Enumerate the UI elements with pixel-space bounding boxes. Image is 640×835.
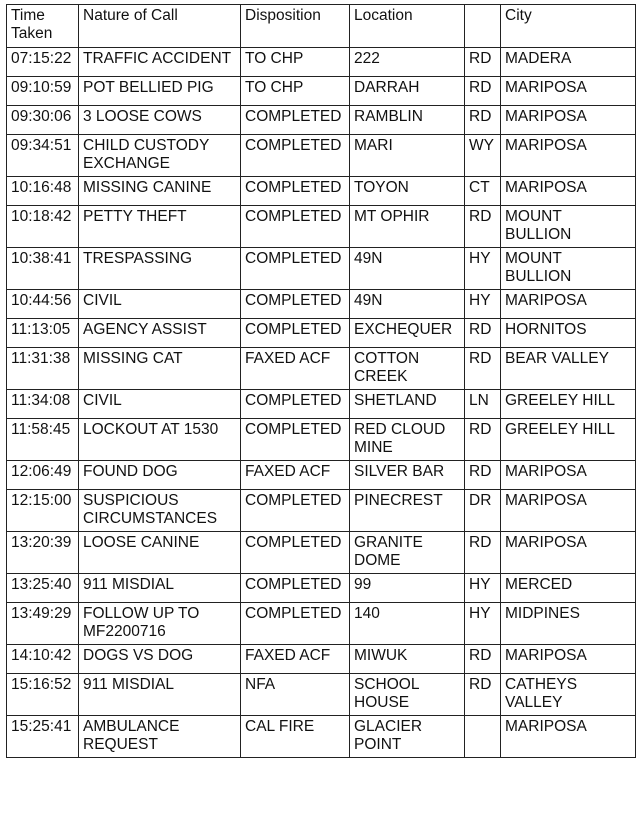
cell-street-suffix bbox=[465, 716, 501, 758]
cell-nature-of-call: TRESPASSING bbox=[79, 248, 241, 290]
table-row bbox=[7, 177, 636, 206]
cell-city: MARIPOSA bbox=[501, 135, 636, 177]
cell-street-suffix: HY bbox=[465, 248, 501, 290]
cell-nature-of-call: 911 MISDIAL bbox=[79, 674, 241, 716]
call-log-table bbox=[6, 4, 636, 758]
cell-city: CATHEYS VALLEY bbox=[501, 674, 636, 716]
cell-city: MARIPOSA bbox=[501, 490, 636, 532]
cell-city: MARIPOSA bbox=[501, 177, 636, 206]
cell-time-taken: 10:44:56 bbox=[7, 290, 79, 319]
cell-city: MOUNT BULLION bbox=[501, 206, 636, 248]
cell-time-taken: 09:10:59 bbox=[7, 77, 79, 106]
cell-location: TOYON bbox=[350, 177, 465, 206]
cell-disposition: TO CHP bbox=[241, 77, 350, 106]
header-time-taken: Time Taken bbox=[7, 5, 79, 48]
cell-city: MARIPOSA bbox=[501, 716, 636, 758]
cell-time-taken: 09:34:51 bbox=[7, 135, 79, 177]
cell-time-taken: 15:16:52 bbox=[7, 674, 79, 716]
cell-location: 49N bbox=[350, 290, 465, 319]
cell-disposition: COMPLETED bbox=[241, 248, 350, 290]
cell-street-suffix: RD bbox=[465, 532, 501, 574]
cell-time-taken: 14:10:42 bbox=[7, 645, 79, 674]
cell-disposition: COMPLETED bbox=[241, 574, 350, 603]
cell-street-suffix: RD bbox=[465, 674, 501, 716]
cell-time-taken: 11:58:45 bbox=[7, 419, 79, 461]
cell-street-suffix: RD bbox=[465, 645, 501, 674]
table-row bbox=[7, 645, 636, 674]
cell-city: BEAR VALLEY bbox=[501, 348, 636, 390]
cell-location: 99 bbox=[350, 574, 465, 603]
cell-street-suffix: HY bbox=[465, 290, 501, 319]
table-row bbox=[7, 106, 636, 135]
cell-nature-of-call: LOOSE CANINE bbox=[79, 532, 241, 574]
cell-street-suffix: RD bbox=[465, 419, 501, 461]
cell-disposition: TO CHP bbox=[241, 48, 350, 77]
cell-location: 222 bbox=[350, 48, 465, 77]
cell-location: 140 bbox=[350, 603, 465, 645]
cell-nature-of-call: PETTY THEFT bbox=[79, 206, 241, 248]
cell-street-suffix: RD bbox=[465, 48, 501, 77]
cell-disposition: COMPLETED bbox=[241, 135, 350, 177]
header-city: City bbox=[501, 5, 636, 48]
cell-time-taken: 10:18:42 bbox=[7, 206, 79, 248]
cell-street-suffix: RD bbox=[465, 461, 501, 490]
cell-city: GREELEY HILL bbox=[501, 419, 636, 461]
table-row bbox=[7, 248, 636, 290]
cell-disposition: COMPLETED bbox=[241, 390, 350, 419]
cell-location: MIWUK bbox=[350, 645, 465, 674]
cell-nature-of-call: FOLLOW UP TO MF2200716 bbox=[79, 603, 241, 645]
cell-location: 49N bbox=[350, 248, 465, 290]
table-row bbox=[7, 674, 636, 716]
cell-city: MARIPOSA bbox=[501, 290, 636, 319]
cell-disposition: COMPLETED bbox=[241, 532, 350, 574]
cell-location: SILVER BAR bbox=[350, 461, 465, 490]
table-row bbox=[7, 490, 636, 532]
cell-city: MOUNT BULLION bbox=[501, 248, 636, 290]
cell-time-taken: 11:34:08 bbox=[7, 390, 79, 419]
cell-city: MARIPOSA bbox=[501, 645, 636, 674]
cell-disposition: FAXED ACF bbox=[241, 645, 350, 674]
cell-location: RED CLOUD MINE bbox=[350, 419, 465, 461]
cell-nature-of-call: POT BELLIED PIG bbox=[79, 77, 241, 106]
cell-city: MIDPINES bbox=[501, 603, 636, 645]
cell-street-suffix: HY bbox=[465, 574, 501, 603]
table-row bbox=[7, 603, 636, 645]
table-row bbox=[7, 574, 636, 603]
cell-street-suffix: LN bbox=[465, 390, 501, 419]
cell-city: MARIPOSA bbox=[501, 77, 636, 106]
cell-nature-of-call: FOUND DOG bbox=[79, 461, 241, 490]
cell-disposition: NFA bbox=[241, 674, 350, 716]
cell-nature-of-call: CIVIL bbox=[79, 290, 241, 319]
cell-nature-of-call: MISSING CANINE bbox=[79, 177, 241, 206]
cell-disposition: COMPLETED bbox=[241, 206, 350, 248]
cell-location: RAMBLIN bbox=[350, 106, 465, 135]
table-row bbox=[7, 390, 636, 419]
table-row bbox=[7, 48, 636, 77]
table-row bbox=[7, 348, 636, 390]
table-row bbox=[7, 716, 636, 758]
cell-time-taken: 10:16:48 bbox=[7, 177, 79, 206]
cell-location: SHETLAND bbox=[350, 390, 465, 419]
cell-disposition: FAXED ACF bbox=[241, 348, 350, 390]
cell-time-taken: 12:15:00 bbox=[7, 490, 79, 532]
cell-street-suffix: DR bbox=[465, 490, 501, 532]
cell-nature-of-call: AMBULANCE REQUEST bbox=[79, 716, 241, 758]
cell-city: MERCED bbox=[501, 574, 636, 603]
cell-nature-of-call: TRAFFIC ACCIDENT bbox=[79, 48, 241, 77]
cell-time-taken: 13:20:39 bbox=[7, 532, 79, 574]
table-row bbox=[7, 319, 636, 348]
cell-disposition: COMPLETED bbox=[241, 177, 350, 206]
cell-nature-of-call: 911 MISDIAL bbox=[79, 574, 241, 603]
cell-street-suffix: RD bbox=[465, 77, 501, 106]
cell-location: MT OPHIR bbox=[350, 206, 465, 248]
cell-city: MADERA bbox=[501, 48, 636, 77]
cell-location: EXCHEQUER bbox=[350, 319, 465, 348]
cell-disposition: COMPLETED bbox=[241, 603, 350, 645]
header-row bbox=[7, 5, 636, 48]
cell-street-suffix: RD bbox=[465, 206, 501, 248]
cell-city: MARIPOSA bbox=[501, 106, 636, 135]
cell-disposition: COMPLETED bbox=[241, 106, 350, 135]
cell-city: HORNITOS bbox=[501, 319, 636, 348]
table-row bbox=[7, 419, 636, 461]
cell-nature-of-call: CHILD CUSTODY EXCHANGE bbox=[79, 135, 241, 177]
cell-nature-of-call: 3 LOOSE COWS bbox=[79, 106, 241, 135]
cell-location: MARI bbox=[350, 135, 465, 177]
cell-disposition: COMPLETED bbox=[241, 419, 350, 461]
cell-disposition: FAXED ACF bbox=[241, 461, 350, 490]
header-location: Location bbox=[350, 5, 465, 48]
cell-street-suffix: HY bbox=[465, 603, 501, 645]
cell-street-suffix: WY bbox=[465, 135, 501, 177]
cell-nature-of-call: CIVIL bbox=[79, 390, 241, 419]
cell-location: PINECREST bbox=[350, 490, 465, 532]
cell-time-taken: 11:31:38 bbox=[7, 348, 79, 390]
cell-street-suffix: RD bbox=[465, 348, 501, 390]
cell-disposition: COMPLETED bbox=[241, 319, 350, 348]
cell-disposition: COMPLETED bbox=[241, 490, 350, 532]
cell-time-taken: 07:15:22 bbox=[7, 48, 79, 77]
cell-time-taken: 11:13:05 bbox=[7, 319, 79, 348]
cell-nature-of-call: SUSPICIOUS CIRCUMSTANCES bbox=[79, 490, 241, 532]
table-row bbox=[7, 461, 636, 490]
cell-street-suffix: RD bbox=[465, 106, 501, 135]
cell-city: MARIPOSA bbox=[501, 461, 636, 490]
table-row bbox=[7, 206, 636, 248]
header-nature-of-call: Nature of Call bbox=[79, 5, 241, 48]
table-row bbox=[7, 77, 636, 106]
table-row bbox=[7, 135, 636, 177]
cell-location: GLACIER POINT bbox=[350, 716, 465, 758]
cell-location: COTTON CREEK bbox=[350, 348, 465, 390]
cell-nature-of-call: AGENCY ASSIST bbox=[79, 319, 241, 348]
header-disposition: Disposition bbox=[241, 5, 350, 48]
cell-time-taken: 10:38:41 bbox=[7, 248, 79, 290]
table-row bbox=[7, 290, 636, 319]
cell-location: SCHOOL HOUSE bbox=[350, 674, 465, 716]
cell-nature-of-call: LOCKOUT AT 1530 bbox=[79, 419, 241, 461]
cell-time-taken: 13:25:40 bbox=[7, 574, 79, 603]
cell-street-suffix: RD bbox=[465, 319, 501, 348]
cell-disposition: COMPLETED bbox=[241, 290, 350, 319]
cell-city: GREELEY HILL bbox=[501, 390, 636, 419]
cell-city: MARIPOSA bbox=[501, 532, 636, 574]
cell-time-taken: 09:30:06 bbox=[7, 106, 79, 135]
table-row bbox=[7, 532, 636, 574]
cell-location: GRANITE DOME bbox=[350, 532, 465, 574]
cell-nature-of-call: MISSING CAT bbox=[79, 348, 241, 390]
cell-time-taken: 15:25:41 bbox=[7, 716, 79, 758]
cell-street-suffix: CT bbox=[465, 177, 501, 206]
cell-time-taken: 12:06:49 bbox=[7, 461, 79, 490]
cell-nature-of-call: DOGS VS DOG bbox=[79, 645, 241, 674]
cell-location: DARRAH bbox=[350, 77, 465, 106]
header-street-suffix bbox=[465, 5, 501, 48]
cell-disposition: CAL FIRE bbox=[241, 716, 350, 758]
cell-time-taken: 13:49:29 bbox=[7, 603, 79, 645]
